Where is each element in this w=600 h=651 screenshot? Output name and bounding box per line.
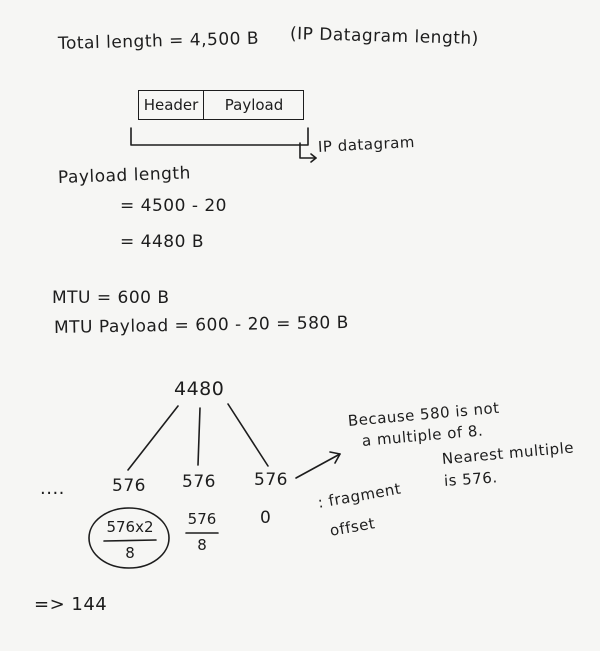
offset-2-numerator: 576 xyxy=(187,510,217,528)
tree-leaf-1: 576 xyxy=(112,476,146,496)
mtu-payload-expr: = 600 - 20 = 580 B xyxy=(174,312,349,336)
offset-1-bar xyxy=(104,540,156,541)
result-arrow: => xyxy=(34,594,66,615)
mtu-payload-label: MTU Payload xyxy=(53,315,169,338)
note-arrow xyxy=(296,454,340,478)
tree-dots: .... xyxy=(40,478,65,499)
header-cell: Header xyxy=(139,91,204,119)
payload-cell: Payload xyxy=(224,96,284,114)
payload-length-label: Payload length xyxy=(57,163,192,188)
offset-label-2: offset xyxy=(328,514,377,540)
offset-1-circle xyxy=(89,508,169,568)
tree-branch-middle xyxy=(198,408,200,465)
offset-3: 0 xyxy=(260,508,272,528)
tree-leaf-2: 576 xyxy=(182,472,216,492)
tree-leaf-3: 576 xyxy=(254,470,288,490)
note-line-2: a multiple of 8. xyxy=(361,421,484,450)
offset-1-denominator: 8 xyxy=(125,544,135,562)
payload-length-step1: = 4500 - 20 xyxy=(120,196,227,216)
payload-length-step2: = 4480 B xyxy=(120,232,204,252)
offset-2-denominator: 8 xyxy=(197,536,207,554)
tree-branch-left xyxy=(128,406,178,470)
tree-branch-right xyxy=(228,404,268,466)
result-value: 144 xyxy=(71,594,108,615)
datagram-caption: IP datagram xyxy=(317,132,416,156)
offset-label-1: : fragment xyxy=(316,479,403,512)
tree-root: 4480 xyxy=(174,378,225,400)
total-length-value: = 4,500 B xyxy=(168,28,260,52)
note-line-1: Because 580 is not xyxy=(347,398,501,430)
payload-bracket xyxy=(131,128,308,145)
total-length-note: (IP Datagram length) xyxy=(289,24,480,49)
total-length-label: Total length xyxy=(57,31,164,54)
note-line-4: is 576. xyxy=(443,468,499,490)
note-line-3: Nearest multiple xyxy=(441,438,575,468)
offset-1-numerator: 576x2 xyxy=(106,518,154,536)
mtu-line: MTU = 600 B xyxy=(52,288,170,308)
